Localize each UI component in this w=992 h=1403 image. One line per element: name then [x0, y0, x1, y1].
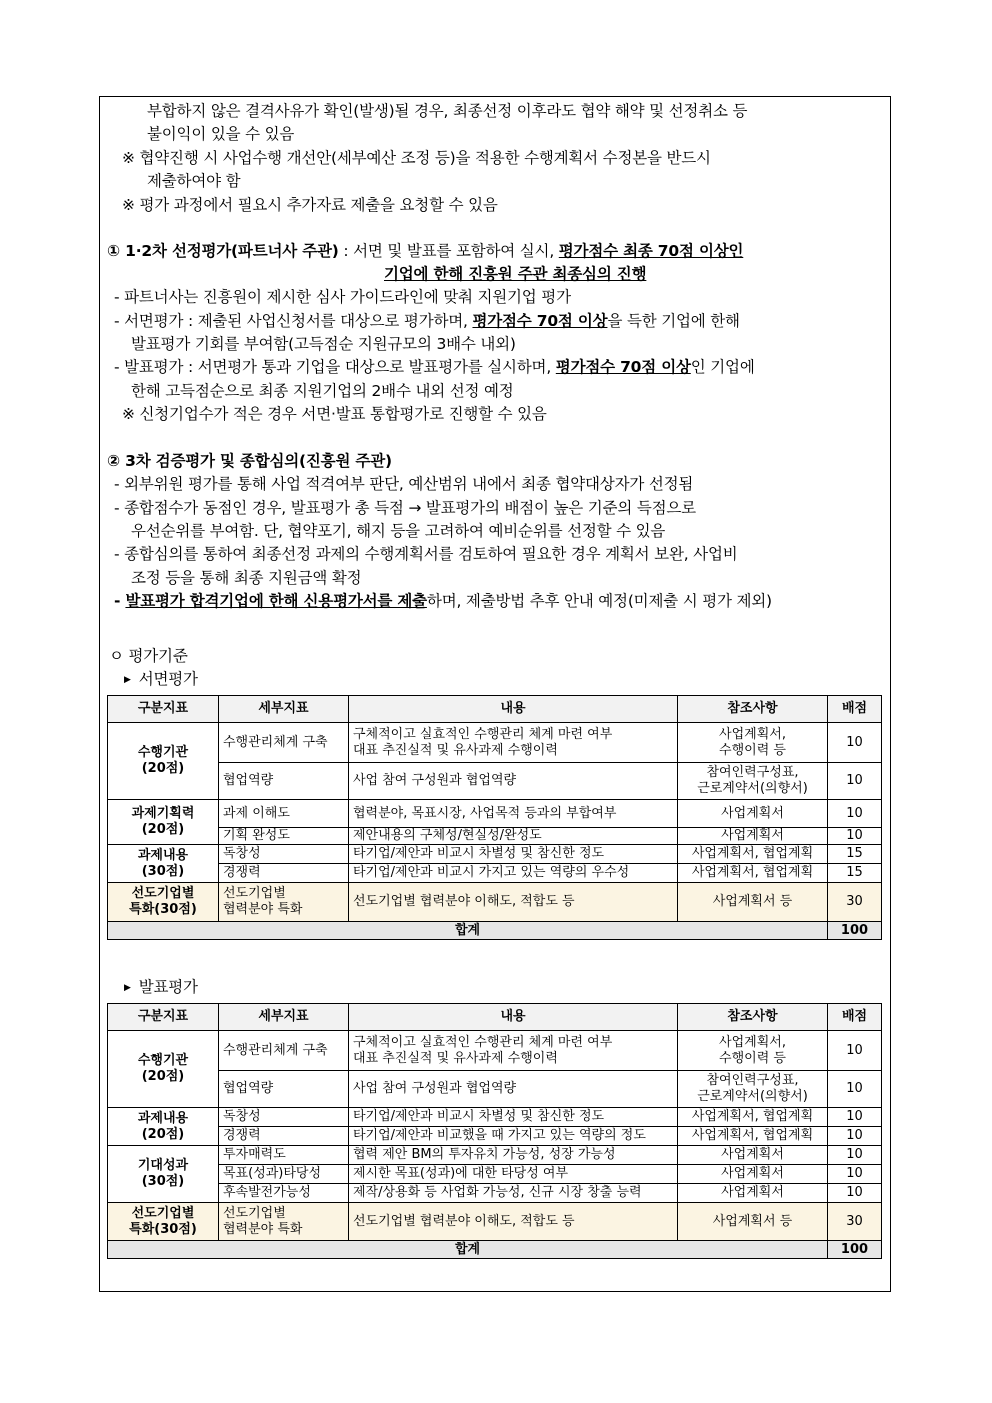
category-cell: 기대성과 (30점) — [108, 1146, 219, 1203]
section1-bullet-3-emph: 평가점수 70점 이상 — [555, 358, 691, 376]
section2-bullet-4 — [114, 590, 772, 612]
total-score: 100 — [828, 922, 882, 940]
written-eval-label: 서면평가 — [138, 670, 198, 688]
category-cell: 선도기업별 특화(30점) — [108, 883, 219, 922]
score-cell: 10 — [828, 1146, 882, 1165]
content-cell: 사업 참여 구성원과 협업역량 — [349, 1071, 678, 1108]
written-eval-table — [107, 695, 882, 940]
score-cell: 10 — [828, 1108, 882, 1127]
ref-cell: 사업계획서, 협업계획 — [678, 845, 828, 864]
section1-bullet-2a: - 서면평가 : 제출된 사업신청서를 대상으로 평가하며, — [114, 312, 473, 330]
section2-bullet-2c: 우선순위를 부여함. 단, 협약포기, 해지 등을 고려하여 예비순위를 선정할 수 있음 — [131, 522, 666, 540]
written-eval-label-line — [124, 668, 198, 693]
ref-cell: 사업계획서, 수행이력 등 — [678, 1031, 828, 1071]
score-cell: 10 — [828, 763, 882, 800]
score-cell: 10 — [828, 1165, 882, 1184]
sub-cell: 선도기업별 협력분야 특화 — [219, 1203, 349, 1241]
section2-bullet-3: - 종합심의를 통하여 최종선정 과제의 수행계획서를 검토하여 필요한 경우 계획서 보완, 사업비 — [114, 545, 738, 563]
criteria-title: ㅇ 평가기준 — [109, 647, 188, 665]
sub-cell: 선도기업별 협력분야 특화 — [219, 883, 349, 922]
score-cell: 10 — [828, 800, 882, 828]
header-ref: 참조사항 — [678, 696, 828, 723]
sub-cell: 협업역량 — [219, 763, 349, 800]
section2-bullet-2: - 종합점수가 동점인 경우, 발표평가 총 득점 → 발표평가의 배점이 높은 기준의 득점으로 — [114, 499, 696, 517]
section1-bullet-3a: - 발표평가 : 서면평가 통과 기업을 대상으로 발표평가를 실시하며, — [114, 358, 556, 376]
sub-cell: 협업역량 — [219, 1071, 349, 1108]
section2-title: ② 3차 검증평가 및 종합심의(진흥원 주관) — [107, 452, 392, 470]
section1-bullet-2b: 을 득한 기업에 한해 — [607, 312, 740, 330]
category-cell: 과제기획력 (20점) — [108, 800, 219, 845]
score-cell: 10 — [828, 723, 882, 763]
total-label: 합계 — [108, 922, 828, 940]
score-cell: 15 — [828, 864, 882, 883]
content-cell: 사업 참여 구성원과 협업역량 — [349, 763, 678, 800]
category-cell: 과제내용 (30점) — [108, 845, 219, 883]
header-score: 배점 — [828, 1004, 882, 1031]
content-cell: 구체적이고 실효적인 수행관리 체계 마련 여부 대표 추진실적 및 유사과제 수행이력 — [349, 1031, 678, 1071]
triangle-right-icon: ▶ — [124, 675, 131, 685]
sub-cell: 독창성 — [219, 1108, 349, 1127]
score-cell: 10 — [828, 1031, 882, 1071]
content-cell: 협력 제안 BM의 투자유치 가능성, 성장 가능성 — [349, 1146, 678, 1165]
section2-bullet-4-rest: 하며, 제출방법 추후 안내 예정(미제출 시 평가 제외) — [426, 592, 772, 610]
sub-cell: 기획 완성도 — [219, 828, 349, 845]
content-cell: 타기업/제안과 비교시 차별성 및 참신한 정도 — [349, 845, 678, 864]
ref-cell: 사업계획서, 협업계획 — [678, 1127, 828, 1146]
sub-cell: 경쟁력 — [219, 864, 349, 883]
ref-cell: 참여인력구성표, 근로계약서(의향서) — [678, 763, 828, 800]
intro-line-2: 불이익이 있을 수 있음 — [147, 125, 295, 143]
sub-cell: 과제 이해도 — [219, 800, 349, 828]
header-sub: 세부지표 — [219, 1004, 349, 1031]
category-cell: 선도기업별 특화(30점) — [108, 1203, 219, 1241]
ref-cell: 사업계획서 — [678, 800, 828, 828]
content-cell: 타기업/제안과 비교시 차별성 및 참신한 정도 — [349, 1108, 678, 1127]
total-label: 합계 — [108, 1241, 828, 1259]
ref-cell: 사업계획서 — [678, 828, 828, 845]
section2-bullet-4-dash: - — [114, 592, 126, 610]
sub-cell: 수행관리체계 구축 — [219, 723, 349, 763]
section2-bullet-1: - 외부위원 평가를 통해 사업 적격여부 판단, 예산범위 내에서 최종 협약대상자가 선정됨 — [114, 475, 694, 493]
sub-cell: 독창성 — [219, 845, 349, 864]
intro-line-1: 부합하지 않은 결격사유가 확인(발생)될 경우, 최종선정 이후라도 협약 해약 및 선정취소 등 — [147, 102, 748, 120]
section1-bullet-2c: 발표평가 기회를 부여함(고득점순 지원규모의 3배수 내외) — [131, 335, 516, 353]
intro-note-1: ※ 협약진행 시 사업수행 개선안(세부예산 조정 등)을 적용한 수행계획서 수정본을 반드시 — [122, 149, 711, 167]
section1-note: ※ 신청기업수가 적은 경우 서면·발표 통합평가로 진행할 수 있음 — [122, 405, 547, 423]
content-cell: 선도기업별 협력분야 이해도, 적합도 등 — [349, 883, 678, 922]
section1-bullet-2-emph: 평가점수 70점 이상 — [472, 312, 608, 330]
header-ref: 참조사항 — [678, 1004, 828, 1031]
section1-title-rest: : 서면 및 발표를 포함하여 실시, — [338, 242, 559, 260]
sub-cell: 투자매력도 — [219, 1146, 349, 1165]
presentation-eval-table — [107, 1003, 882, 1259]
content-cell: 협력분야, 목표시장, 사업목적 등과의 부합여부 — [349, 800, 678, 828]
header-category: 구분지표 — [108, 696, 219, 723]
ref-cell: 사업계획서, 수행이력 등 — [678, 723, 828, 763]
score-cell: 30 — [828, 883, 882, 922]
triangle-right-icon: ▶ — [124, 983, 131, 993]
score-cell: 10 — [828, 828, 882, 845]
sub-cell: 수행관리체계 구축 — [219, 1031, 349, 1071]
sub-cell: 목표(성과)타당성 — [219, 1165, 349, 1184]
section1-bullet-3 — [114, 356, 755, 378]
sub-cell: 경쟁력 — [219, 1127, 349, 1146]
content-cell: 제시한 목표(성과)에 대한 타당성 여부 — [349, 1165, 678, 1184]
ref-cell: 사업계획서, 협업계획 — [678, 1108, 828, 1127]
presentation-eval-label: 발표평가 — [138, 978, 198, 996]
header-content: 내용 — [349, 696, 678, 723]
ref-cell: 사업계획서 등 — [678, 1203, 828, 1241]
content-cell: 구체적이고 실효적인 수행관리 체계 마련 여부 대표 추진실적 및 유사과제 수행이력 — [349, 723, 678, 763]
content-cell: 타기업/제안과 비교했을 때 가지고 있는 역량의 정도 — [349, 1127, 678, 1146]
header-sub: 세부지표 — [219, 696, 349, 723]
ref-cell: 사업계획서 — [678, 1184, 828, 1203]
content-cell: 제작/상용화 등 사업화 가능성, 신규 시장 창출 능력 — [349, 1184, 678, 1203]
ref-cell: 사업계획서 등 — [678, 883, 828, 922]
category-cell: 과제내용 (20점) — [108, 1108, 219, 1146]
section2-bullet-4-emph: 발표평가 합격기업에 한해 신용평가서를 제출 — [125, 592, 427, 610]
section1-title: ① 1·2차 선정평가(파트너사 주관) — [107, 242, 339, 260]
content-cell: 타기업/제안과 비교시 가지고 있는 역량의 우수성 — [349, 864, 678, 883]
content-cell: 제안내용의 구체성/현실성/완성도 — [349, 828, 678, 845]
score-cell: 10 — [828, 1071, 882, 1108]
score-cell: 15 — [828, 845, 882, 864]
content-cell: 선도기업별 협력분야 이해도, 적합도 등 — [349, 1203, 678, 1241]
section1-bullet-3c: 한해 고득점순으로 최종 지원기업의 2배수 내외 선정 예정 — [131, 382, 514, 400]
total-score: 100 — [828, 1241, 882, 1259]
ref-cell: 사업계획서 — [678, 1165, 828, 1184]
intro-line-4: 제출하여야 함 — [147, 172, 241, 190]
category-cell: 수행기관 (20점) — [108, 723, 219, 800]
section1-bullet-1: - 파트너사는 진흥원이 제시한 심사 가이드라인에 맞춰 지원기업 평가 — [114, 288, 571, 306]
section1-title-emph2: 기업에 한해 진흥원 주관 최종심의 진행 — [384, 265, 647, 283]
section2-bullet-3c: 조정 등을 통해 최종 지원금액 확정 — [131, 569, 362, 587]
header-content: 내용 — [349, 1004, 678, 1031]
score-cell: 30 — [828, 1203, 882, 1241]
sub-cell: 후속발전가능성 — [219, 1184, 349, 1203]
ref-cell: 사업계획서 — [678, 1146, 828, 1165]
section1-title-emph: 평가점수 최종 70점 이상인 — [558, 242, 744, 260]
header-category: 구분지표 — [108, 1004, 219, 1031]
section1-bullet-2 — [114, 310, 740, 332]
header-score: 배점 — [828, 696, 882, 723]
presentation-eval-label-line — [124, 976, 198, 1001]
section1-title-line — [107, 240, 743, 262]
ref-cell: 참여인력구성표, 근로계약서(의향서) — [678, 1071, 828, 1108]
score-cell: 10 — [828, 1184, 882, 1203]
section1-bullet-3b: 인 기업에 — [690, 358, 755, 376]
intro-note-2: ※ 평가 과정에서 필요시 추가자료 제출을 요청할 수 있음 — [122, 196, 498, 214]
ref-cell: 사업계획서, 협업계획 — [678, 864, 828, 883]
category-cell: 수행기관 (20점) — [108, 1031, 219, 1108]
score-cell: 10 — [828, 1127, 882, 1146]
